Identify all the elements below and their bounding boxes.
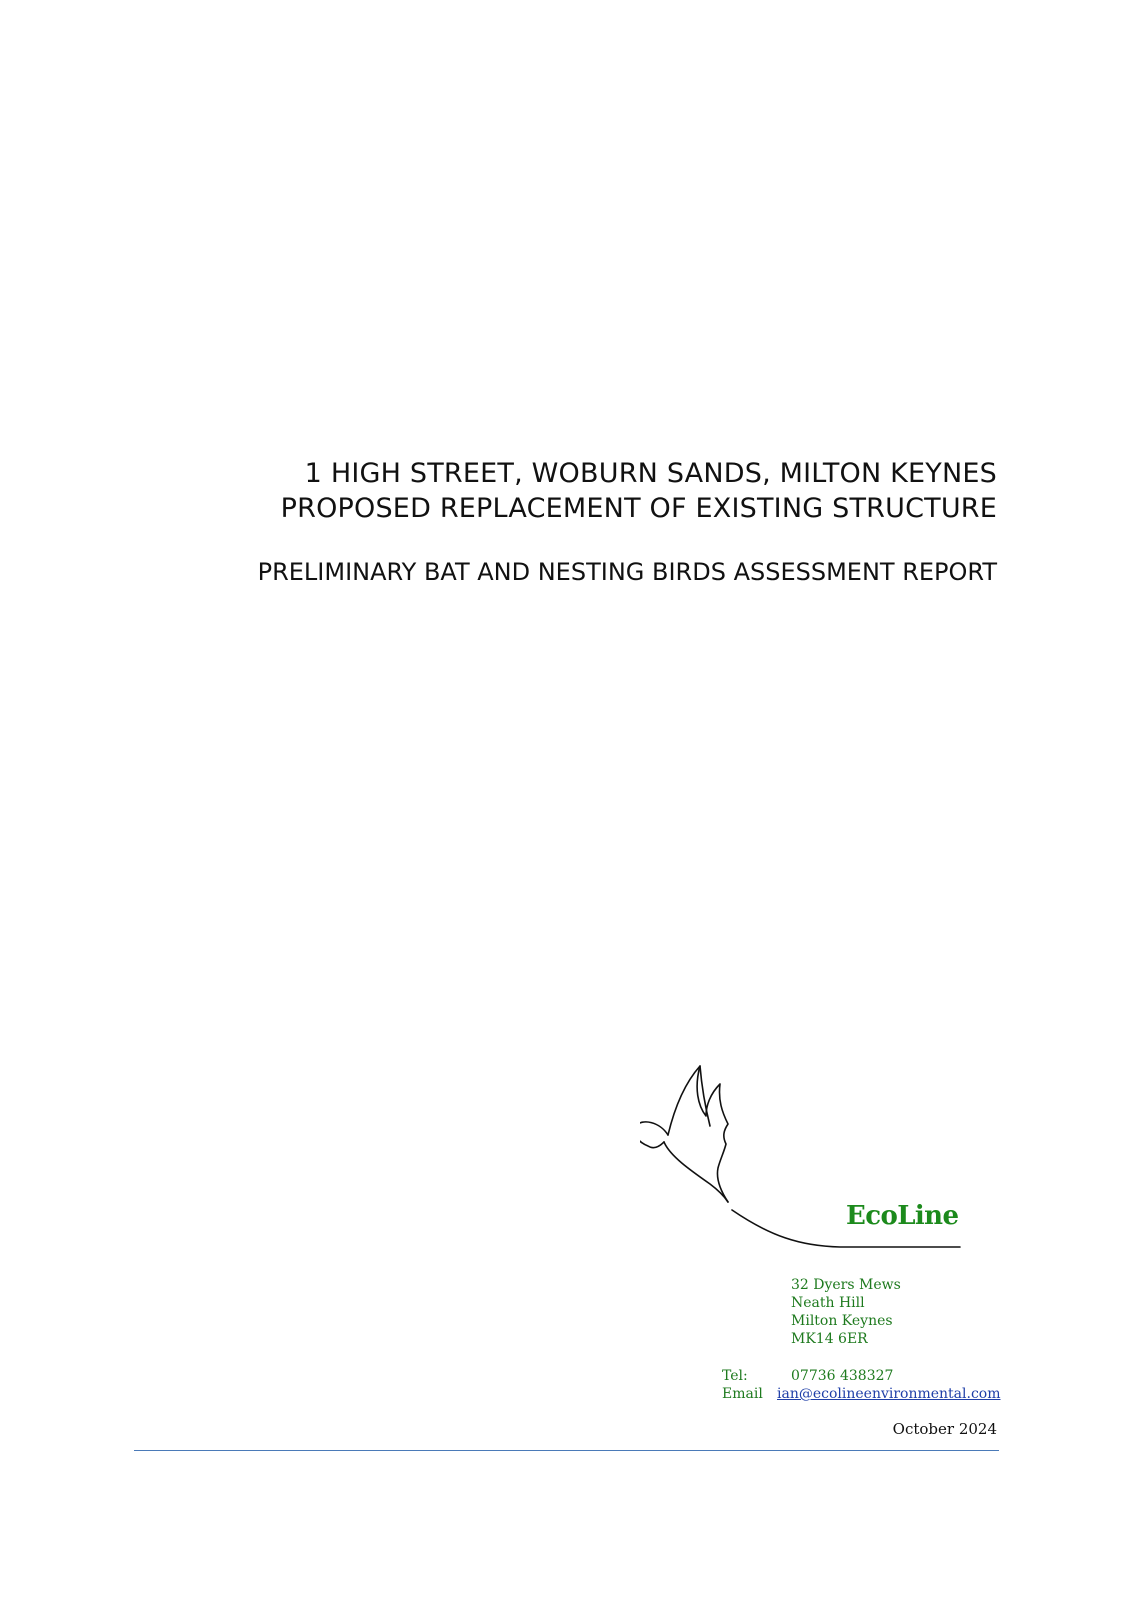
email-label: Email — [722, 1386, 763, 1402]
tel-label: Tel: — [722, 1368, 748, 1384]
tel-value: 07736 438327 — [791, 1368, 894, 1384]
email-link[interactable]: ian@ecolineenvironmental.com — [777, 1386, 1001, 1402]
address-line-3: Milton Keynes — [791, 1313, 893, 1329]
title-block — [258, 456, 997, 589]
address-line-1: 32 Dyers Mews — [791, 1277, 901, 1293]
postal-address — [791, 1276, 901, 1348]
footer-divider — [134, 1450, 999, 1451]
address-line-2: Neath Hill — [791, 1295, 865, 1311]
report-title-line-2: PROPOSED REPLACEMENT OF EXISTING STRUCTURE — [280, 493, 997, 524]
report-title-line-1: 1 HIGH STREET, WOBURN SANDS, MILTON KEYNES — [304, 458, 997, 489]
report-date: October 2024 — [892, 1420, 997, 1438]
address-line-4: MK14 6ER — [791, 1331, 868, 1347]
brand-name: EcoLine — [846, 1201, 959, 1231]
report-subtitle: PRELIMINARY BAT AND NESTING BIRDS ASSESSMENT REPORT — [257, 558, 997, 586]
